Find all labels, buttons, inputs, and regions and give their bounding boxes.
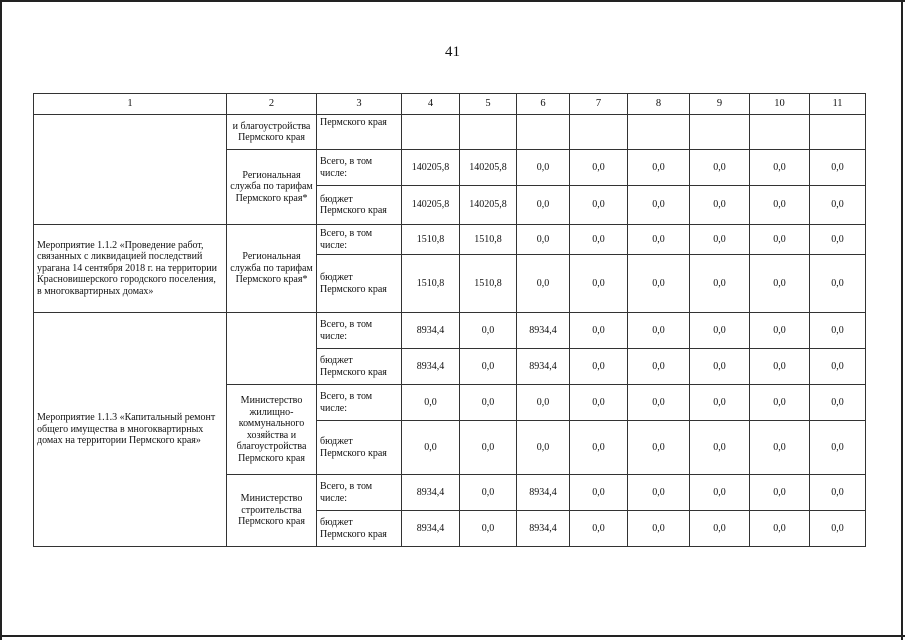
value-cell: 8934,4 [517,313,570,349]
value-cell: 0,0 [517,150,570,186]
value-cell: 0,0 [570,313,628,349]
value-cell [460,115,517,150]
value-cell: 0,0 [810,186,866,225]
value-cell: 0,0 [628,349,690,385]
value-cell: 0,0 [570,186,628,225]
value-cell: 0,0 [690,225,750,255]
value-cell: 140205,8 [402,186,460,225]
header-cell: 2 [227,94,317,115]
value-cell: 0,0 [570,421,628,475]
value-cell: 140205,8 [460,150,517,186]
value-cell [690,115,750,150]
executor-cell [227,313,317,385]
value-cell: 0,0 [750,313,810,349]
value-cell: 0,0 [750,349,810,385]
value-cell: 0,0 [570,511,628,547]
header-cell: 9 [690,94,750,115]
header-cell: 3 [317,94,402,115]
value-cell: 0,0 [690,385,750,421]
header-cell: 6 [517,94,570,115]
value-cell: 0,0 [750,150,810,186]
table-row [34,313,866,349]
value-cell: 140205,8 [460,186,517,225]
value-cell: 0,0 [460,349,517,385]
source-cell: бюджет Пермского края [317,349,402,385]
source-cell: Всего, в том числе: [317,313,402,349]
value-cell: 0,0 [460,475,517,511]
value-cell: 0,0 [628,225,690,255]
value-cell: 0,0 [570,225,628,255]
value-cell: 0,0 [750,186,810,225]
value-cell: 1510,8 [460,255,517,313]
value-cell: 0,0 [402,421,460,475]
value-cell: 0,0 [628,511,690,547]
header-cell: 5 [460,94,517,115]
value-cell: 0,0 [690,186,750,225]
source-cell: бюджет Пермского края [317,511,402,547]
value-cell: 140205,8 [402,150,460,186]
value-cell: 0,0 [750,421,810,475]
value-cell [810,115,866,150]
value-cell: 0,0 [517,255,570,313]
value-cell: 1510,8 [402,225,460,255]
value-cell: 8934,4 [402,313,460,349]
value-cell: 0,0 [690,421,750,475]
source-cell: Пермского края [317,115,402,150]
scan-border-right [901,0,903,640]
value-cell: 0,0 [460,385,517,421]
value-cell: 0,0 [517,385,570,421]
value-cell: 0,0 [517,186,570,225]
value-cell: 8934,4 [517,349,570,385]
value-cell: 1510,8 [460,225,517,255]
scan-border-left [0,0,2,640]
value-cell: 0,0 [690,313,750,349]
value-cell: 0,0 [810,313,866,349]
source-cell: бюджет Пермского края [317,421,402,475]
executor-cell: Региональная служба по тарифам Пермского края* [227,150,317,225]
source-cell: Всего, в том числе: [317,475,402,511]
measure-name-cell: Мероприятие 1.1.3 «Капитальный ремонт общего имущества в многоквартирных домах на территории Пермского края» [34,313,227,547]
value-cell [402,115,460,150]
value-cell: 0,0 [570,475,628,511]
scan-border-bottom [0,635,905,637]
value-cell: 0,0 [810,475,866,511]
value-cell: 0,0 [460,511,517,547]
value-cell: 0,0 [810,255,866,313]
value-cell: 0,0 [517,225,570,255]
value-cell: 0,0 [460,421,517,475]
value-cell: 0,0 [628,186,690,225]
measure-name-cell [34,115,227,225]
table-row [34,115,866,150]
page-number: 41 [445,44,460,60]
value-cell: 0,0 [628,385,690,421]
value-cell [517,115,570,150]
measure-name-cell: Мероприятие 1.1.2 «Проведение работ, связанных с ликвидацией последствий урагана 14 сентября 2018 г. на территории Красновишерского городского поселения, в многоквартирных домах» [34,225,227,313]
value-cell: 0,0 [750,385,810,421]
header-cell: 1 [34,94,227,115]
source-cell: Всего, в том числе: [317,225,402,255]
value-cell: 0,0 [570,150,628,186]
column-number-row [34,94,866,115]
value-cell: 8934,4 [517,511,570,547]
value-cell: 8934,4 [402,349,460,385]
value-cell: 0,0 [570,385,628,421]
value-cell: 0,0 [810,511,866,547]
scan-border-top [0,0,905,2]
value-cell: 0,0 [690,511,750,547]
header-cell: 8 [628,94,690,115]
value-cell: 0,0 [750,511,810,547]
value-cell [628,115,690,150]
header-cell: 11 [810,94,866,115]
value-cell: 0,0 [750,255,810,313]
value-cell: 0,0 [810,385,866,421]
table-row [34,225,866,255]
value-cell: 0,0 [690,475,750,511]
value-cell: 0,0 [628,421,690,475]
header-cell: 4 [402,94,460,115]
value-cell: 0,0 [690,349,750,385]
value-cell: 0,0 [517,421,570,475]
value-cell: 0,0 [460,313,517,349]
value-cell: 0,0 [810,421,866,475]
value-cell: 8934,4 [517,475,570,511]
value-cell: 0,0 [570,349,628,385]
value-cell: 0,0 [810,150,866,186]
value-cell: 0,0 [750,225,810,255]
executor-cell: Министерство жилищно-коммунального хозяйства и благоустройства Пермского края [227,385,317,475]
source-cell: бюджет Пермского края [317,186,402,225]
funding-table [33,93,866,547]
value-cell: 0,0 [690,150,750,186]
value-cell: 1510,8 [402,255,460,313]
header-cell: 10 [750,94,810,115]
value-cell: 0,0 [628,475,690,511]
executor-cell: Министерство строительства Пермского края [227,475,317,547]
value-cell: 0,0 [570,255,628,313]
header-cell: 7 [570,94,628,115]
value-cell: 0,0 [628,313,690,349]
source-cell: бюджет Пермского края [317,255,402,313]
source-cell: Всего, в том числе: [317,385,402,421]
value-cell: 0,0 [402,385,460,421]
executor-cell: Региональная служба по тарифам Пермского края* [227,225,317,313]
value-cell: 0,0 [628,150,690,186]
value-cell: 0,0 [750,475,810,511]
value-cell: 0,0 [690,255,750,313]
value-cell: 0,0 [628,255,690,313]
source-cell: Всего, в том числе: [317,150,402,186]
value-cell: 0,0 [810,225,866,255]
executor-cell: и благоустройства Пермского края [227,115,317,150]
value-cell: 8934,4 [402,475,460,511]
value-cell: 8934,4 [402,511,460,547]
value-cell [570,115,628,150]
value-cell [750,115,810,150]
value-cell: 0,0 [810,349,866,385]
